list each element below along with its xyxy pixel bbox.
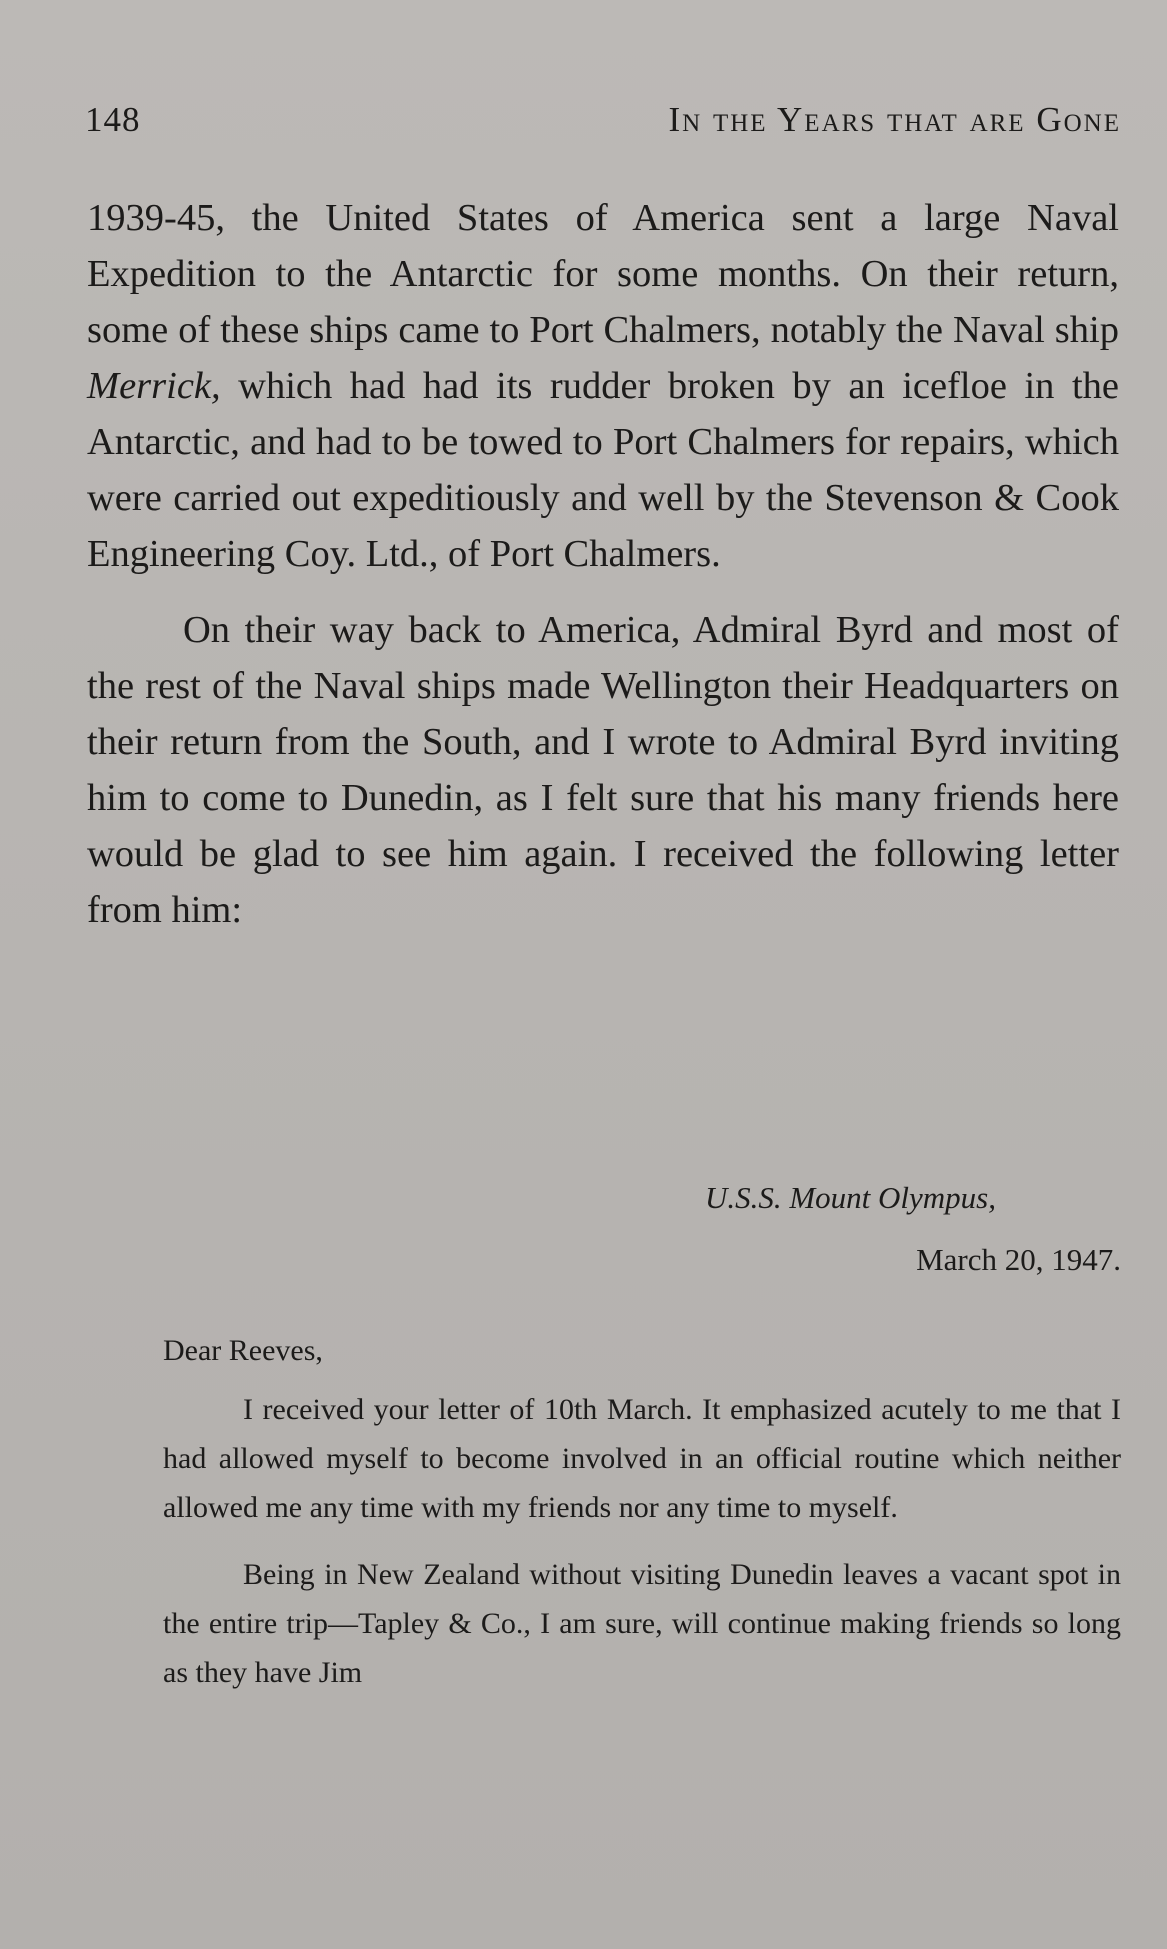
ship-name: Merrick, [87,365,221,407]
letter-address: U.S.S. Mount Olympus, [704,1180,996,1215]
running-head: In the Years that are Gone [668,100,1121,139]
page-number: 148 [85,100,141,139]
quoted-letter [163,1168,1121,1697]
letter-date: March 20, 1947. [916,1242,1121,1277]
paragraph-text: 1939-45, the United States of America sent a large Naval Expedition to the Antarctic for some months. On their return, some of these ships came to Port Chalmers, notably the Naval ship [87,197,1119,351]
page-header [85,100,1121,150]
body-text [87,190,1119,938]
letter-paragraph: I received your letter of 10th March. It emphasized acutely to me that I had allowed myself to become involved in an official routine which neither allowed me any time with my friends nor any time to myself. [163,1393,1121,1524]
letter-salutation: Dear Reeves, [163,1334,323,1367]
letter-paragraph: Being in New Zealand without visiting Dunedin leaves a vacant spot in the entire trip—Tapley & Co., I am sure, will continue making friends so long as they have Jim [163,1558,1121,1689]
body-paragraph: On their way back to America, Admiral Byrd and most of the rest of the Naval ships made Wellington their Headquarters on their return from the South, and I wrote to Admiral Byrd inviting him to come to Dunedin, as I felt sure that his many friends here would be glad to see him again. I received the following letter from him: [87,609,1119,931]
body-paragraph [87,190,1119,582]
paragraph-text: which had had its rudder broken by an icefloe in the Antarctic, and had to be towed to Port Chalmers for repairs, which were carried out expeditiously and well by the Stevenson & Cook Engineering Coy. Ltd., of Port Chalmers. [87,365,1119,575]
